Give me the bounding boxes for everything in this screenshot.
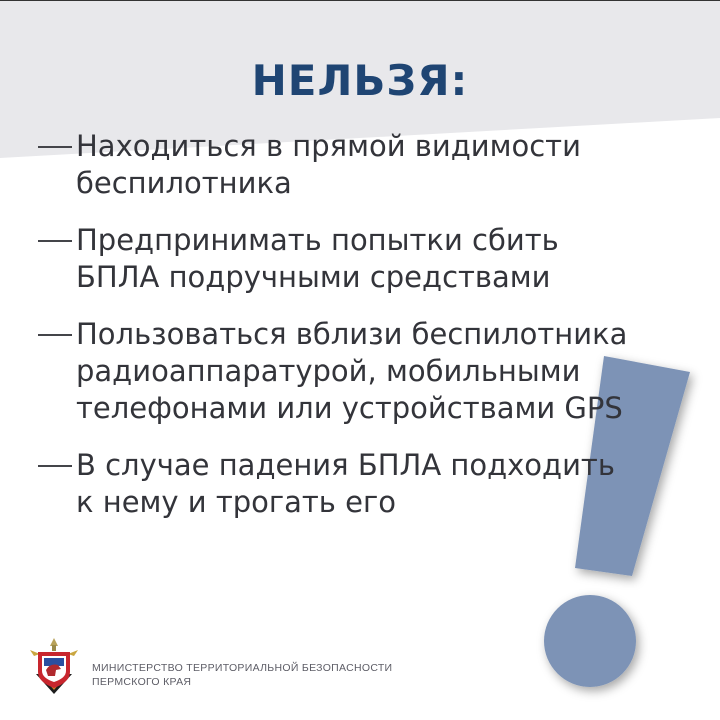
rule-line: В случае падения БПЛА подходить (76, 448, 615, 482)
prohibition-list (36, 128, 716, 541)
rule-line: радиоаппаратурой, мобильными (76, 354, 581, 388)
ministry-name (92, 661, 392, 689)
ministry-name-line: МИНИСТЕРСТВО ТЕРРИТОРИАЛЬНОЙ БЕЗОПАСНОСТИ (92, 662, 393, 674)
rule-line: БПЛА подручными средствами (76, 260, 551, 294)
page-title: НЕЛЬЗЯ: (251, 56, 469, 105)
rule-line: Пользоваться вблизи беспилотника (76, 317, 628, 351)
dash-bullet (38, 465, 72, 467)
rule-line: Предпринимать попытки сбить (76, 223, 559, 257)
rule-line: к нему и трогать его (76, 485, 396, 519)
rule-line: беспилотника (76, 166, 292, 200)
dash-bullet (38, 146, 72, 148)
rule-line: телефонами или устройствами GPS (76, 391, 623, 425)
dash-bullet (38, 240, 72, 242)
list-item (36, 447, 716, 521)
list-item (36, 316, 716, 427)
list-item (36, 222, 716, 296)
ministry-name-line: ПЕРМСКОГО КРАЯ (92, 676, 192, 688)
list-item (36, 128, 716, 202)
dash-bullet (38, 334, 72, 336)
rule-line: Находиться в прямой видимости (76, 129, 581, 163)
coat-of-arms-emblem-icon (28, 636, 80, 698)
